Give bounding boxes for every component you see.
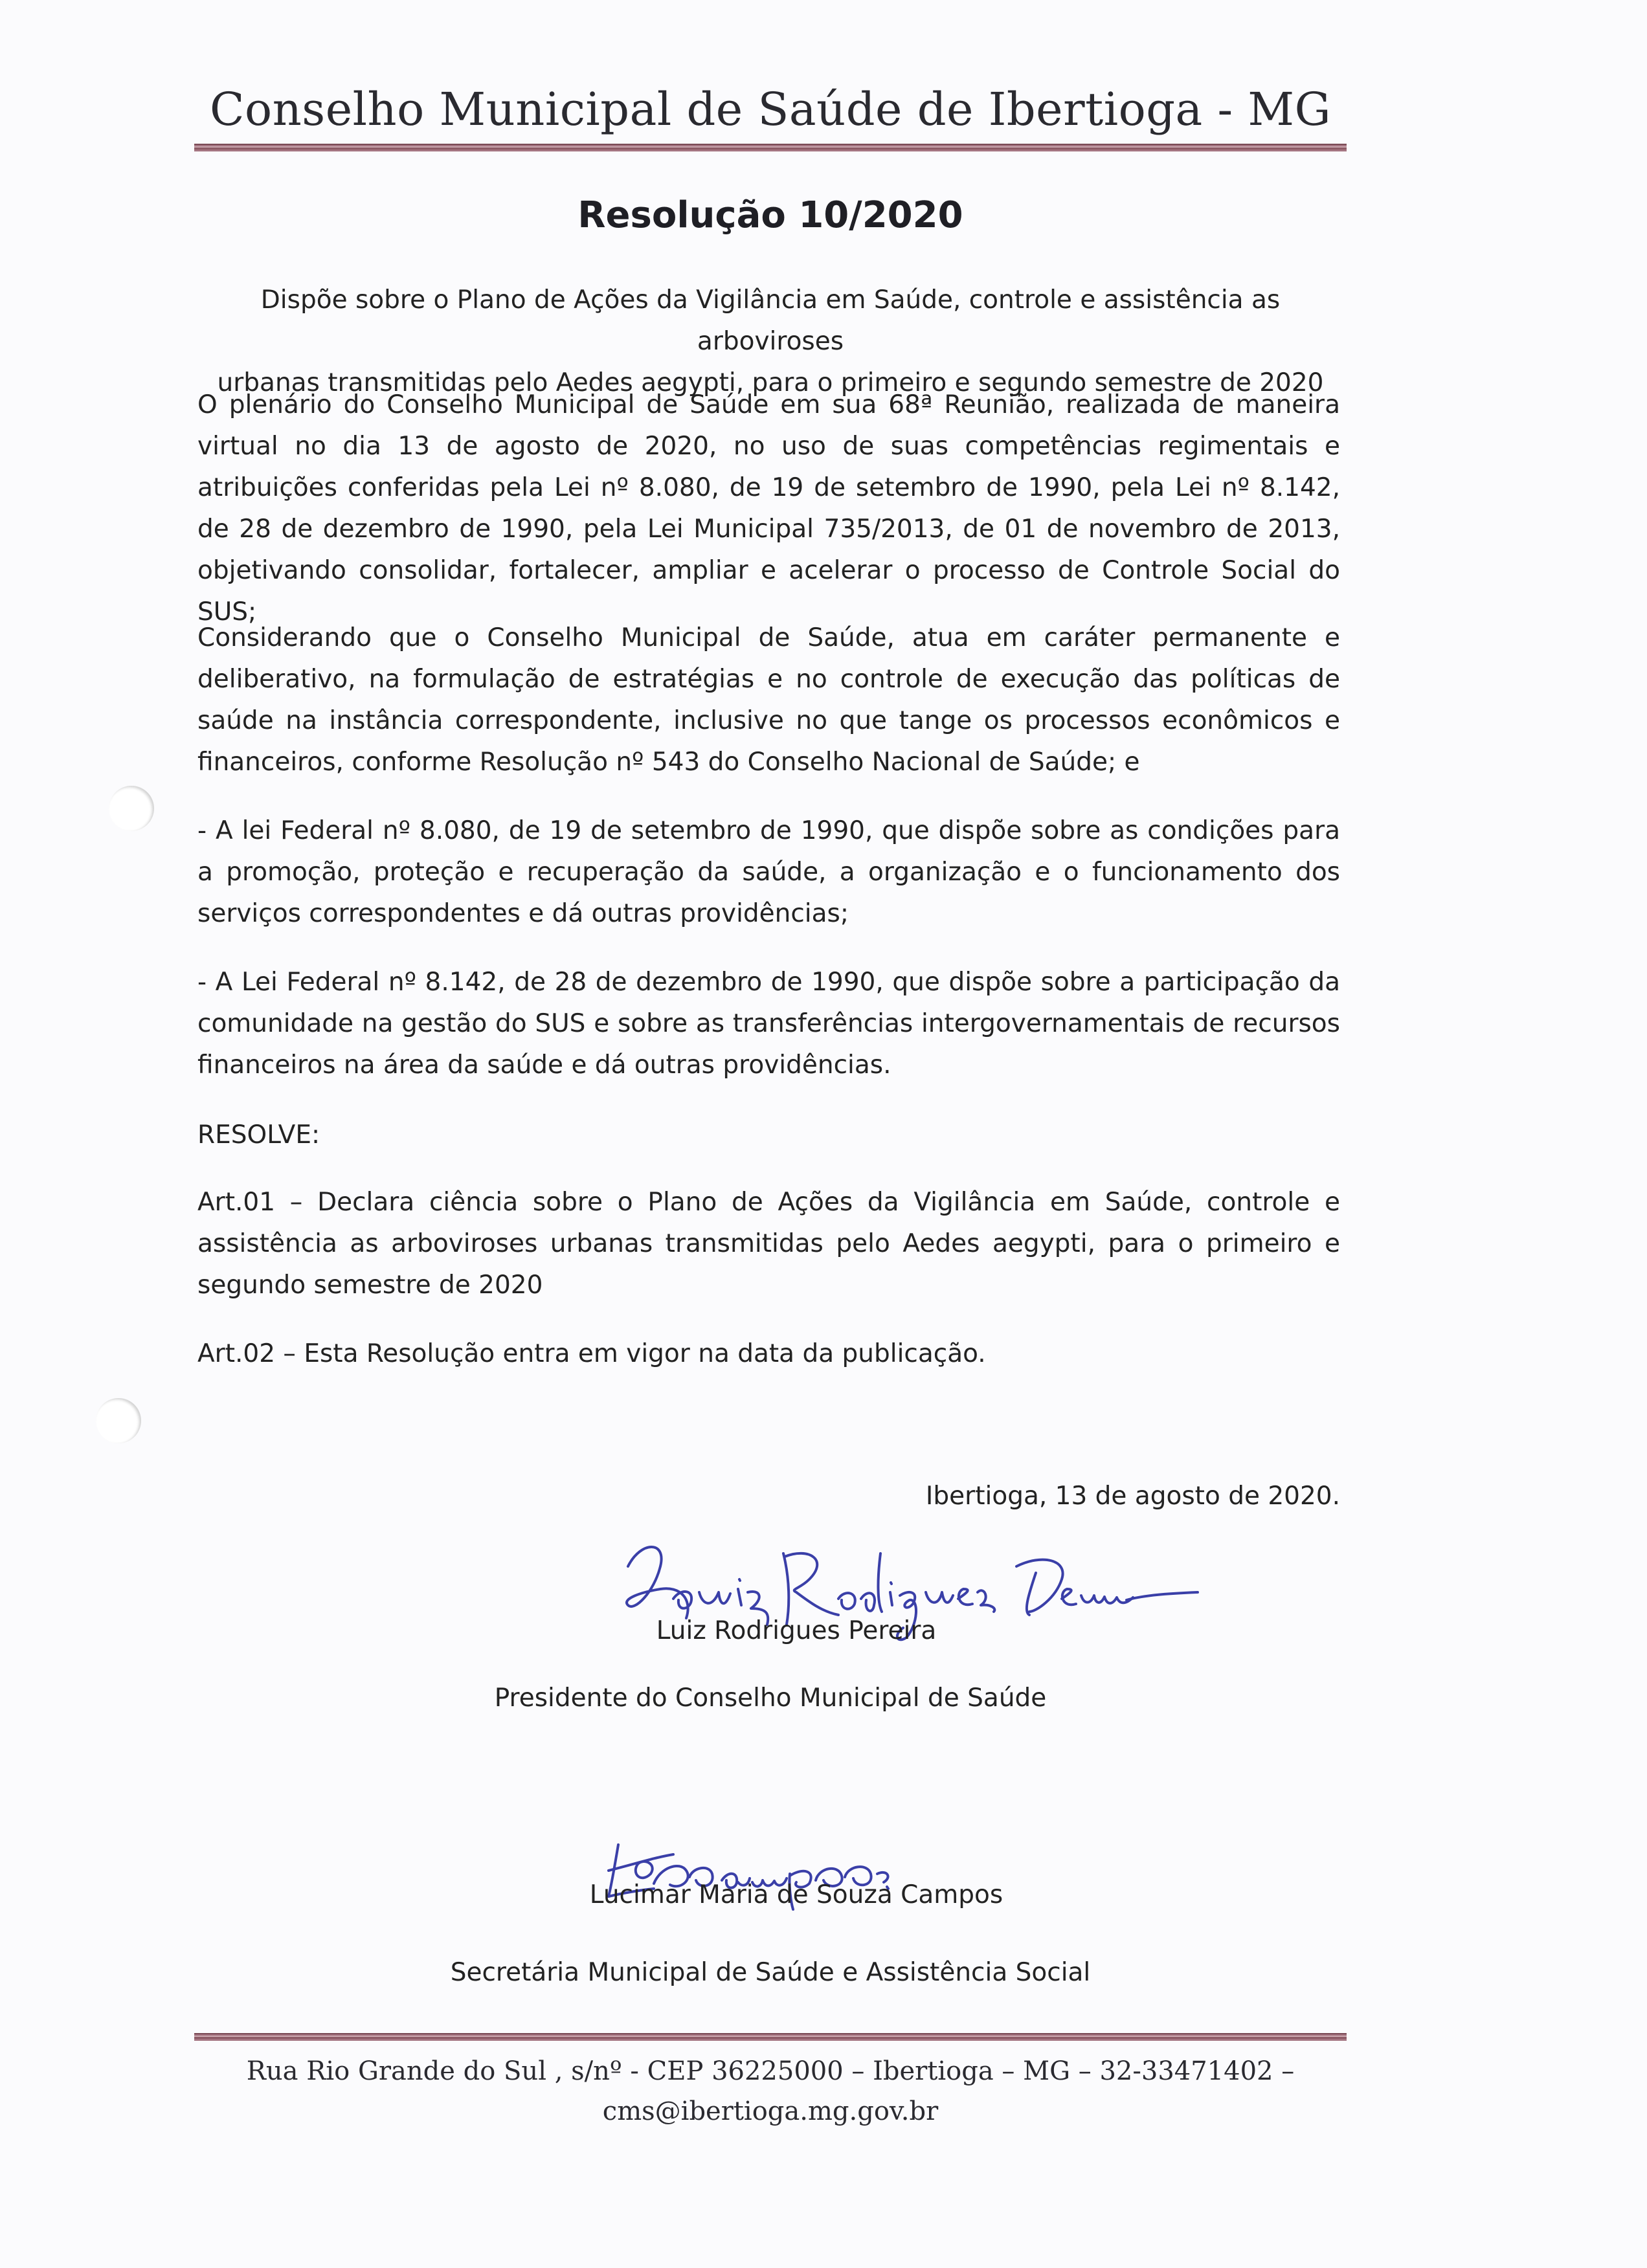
resolve-heading: RESOLVE: — [197, 1120, 320, 1150]
footer-email: cms@ibertioga.mg.gov.br — [602, 2096, 939, 2126]
summary-line-2: urbanas transmitidas pelo Aedes aegypti, para o primeiro e segundo semestre de 2020 — [217, 368, 1324, 397]
letterhead-title: Conselho Municipal de Saúde de Ibertioga - MG — [209, 83, 1332, 136]
preamble-paragraph: O plenário do Conselho Municipal de Saúde em sua 68ª Reunião, realizada de maneira virtual no dia 13 de agosto de 2020, no uso de suas competências regimentais e atribuições conferidas pela Lei nº 8.080, de 19 de setembro de 1990, pela Lei nº 8.142, de 28 de dezembro de 1990, pela Lei Municipal 735/2013, de 01 de novembro de 2013, objetivando consolidar, fortalecer, ampliar e acelerar o processo de Controle Social do SUS; — [197, 390, 1340, 627]
place-and-date: Ibertioga, 13 de agosto de 2020. — [925, 1482, 1340, 1511]
signatory-1-name: Luiz Rodrigues Pereira — [656, 1616, 937, 1645]
resolution-title: Resolução 10/2020 — [577, 194, 963, 236]
signatory-2-name: Lucimar Maria de Souza Campos — [589, 1880, 1003, 1909]
summary-line-1: Dispõe sobre o Plano de Ações da Vigilância em Saúde, controle e assistência as arboviroses — [260, 285, 1281, 356]
header-divider — [194, 144, 1347, 151]
punch-hole-lower — [96, 1398, 141, 1443]
considerando-paragraph: Considerando que o Conselho Municipal de Saúde, atua em caráter permanente e deliberativo, na formulação de estratégias e no controle de execução das políticas de saúde na instância correspondente, inclusive no que tange os processos econômicos e financeiros, conforme Resolução nº 543 do Conselho Nacional de Saúde; e — [197, 623, 1340, 777]
signatory-1-role: Presidente do Conselho Municipal de Saúde — [494, 1684, 1047, 1713]
article-02: Art.02 – Esta Resolução entra em vigor na data da publicação. — [197, 1339, 986, 1368]
footer-address: Rua Rio Grande do Sul , s/nº - CEP 36225000 – Ibertioga – MG – 32-33471402 – — [246, 2056, 1295, 2086]
law-8080-paragraph: - A lei Federal nº 8.080, de 19 de setembro de 1990, que dispõe sobre as condições para a promoção, proteção e recuperação da saúde, a organização e o funcionamento dos serviços correspondentes e dá outras providências; — [197, 816, 1340, 928]
punch-hole-upper — [109, 786, 154, 831]
law-8142-paragraph: - A Lei Federal nº 8.142, de 28 de dezembro de 1990, que dispõe sobre a participação da comunidade na gestão do SUS e sobre as transferências intergovernamentais de recursos financeiros na área da saúde e dá outras providências. — [197, 968, 1340, 1080]
signatory-2-role: Secretária Municipal de Saúde e Assistência Social — [450, 1958, 1091, 1987]
footer-divider — [194, 2033, 1347, 2041]
article-01: Art.01 – Declara ciência sobre o Plano de Ações da Vigilância em Saúde, controle e assistência as arboviroses urbanas transmitidas pelo Aedes aegypti, para o primeiro e segundo semestre de 2020 — [197, 1188, 1340, 1300]
